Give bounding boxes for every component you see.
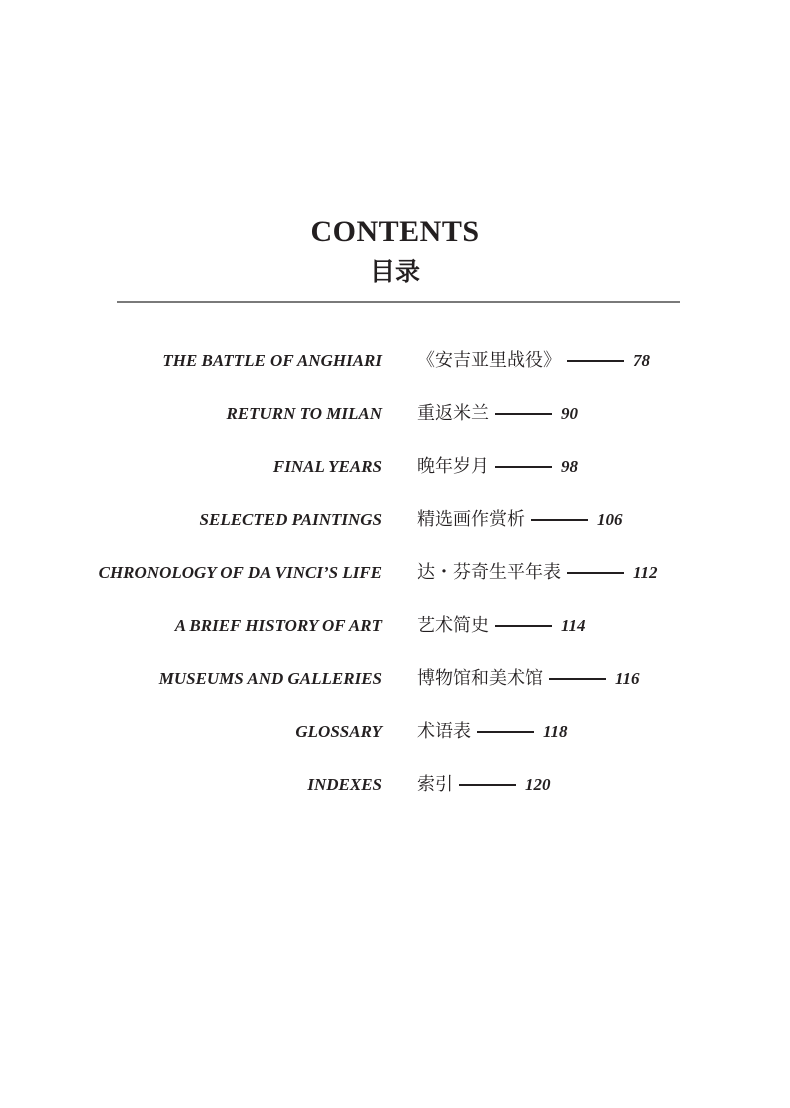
- toc-entry-title-zh: 达・芬奇生平年表: [417, 562, 561, 583]
- toc-entry-page-number: 78: [633, 351, 650, 370]
- toc-entry-title-en: RETURN TO MILAN: [226, 404, 382, 423]
- leader-line: [567, 360, 624, 362]
- leader-line: [495, 466, 552, 468]
- title-divider: [117, 301, 680, 303]
- toc-entry-title-zh: 晚年岁月: [417, 456, 489, 477]
- toc-entry-title-zh: 艺术简史: [417, 615, 489, 636]
- toc-entry-battle-of-anghiari[interactable]: [0, 346, 790, 399]
- toc-entry-chronology[interactable]: [0, 558, 790, 611]
- toc-entry-title-en: SELECTED PAINTINGS: [199, 510, 382, 529]
- toc-entry-title-zh: 重返米兰: [417, 403, 489, 424]
- toc-entry-title-en: THE BATTLE OF ANGHIARI: [162, 351, 382, 370]
- toc-entry-museums-and-galleries[interactable]: [0, 664, 790, 717]
- leader-line: [477, 731, 534, 733]
- toc-entry-title-en: A BRIEF HISTORY OF ART: [174, 616, 382, 635]
- toc-entry-title-zh: 术语表: [417, 721, 471, 742]
- leader-line: [531, 519, 588, 521]
- toc-entry-page-number: 120: [525, 775, 551, 794]
- toc-entry-page-number: 114: [561, 616, 586, 635]
- toc-entry-final-years[interactable]: [0, 452, 790, 505]
- toc-entry-title-zh: 精选画作赏析: [417, 509, 525, 530]
- toc-entry-page-number: 98: [561, 457, 578, 476]
- toc-entry-title-en: FINAL YEARS: [272, 457, 382, 476]
- leader-line: [495, 625, 552, 627]
- leader-line: [549, 678, 606, 680]
- toc-entry-return-to-milan[interactable]: [0, 399, 790, 452]
- toc-entry-page-number: 90: [561, 404, 578, 423]
- toc-entry-page-number: 106: [597, 510, 623, 529]
- leader-line: [459, 784, 516, 786]
- toc-entry-indexes[interactable]: [0, 770, 790, 823]
- toc-entry-page-number: 118: [543, 722, 568, 741]
- leader-line: [495, 413, 552, 415]
- toc-entry-title-zh: 《安吉亚里战役》: [417, 350, 561, 371]
- toc-entry-page-number: 112: [633, 563, 658, 582]
- toc-entry-selected-paintings[interactable]: [0, 505, 790, 558]
- leader-line: [567, 572, 624, 574]
- toc-entry-title-en: GLOSSARY: [295, 722, 382, 741]
- toc-entry-title-zh: 博物馆和美术馆: [417, 668, 543, 689]
- toc-entry-title-zh: 索引: [417, 774, 453, 795]
- toc-entry-brief-history-of-art[interactable]: [0, 611, 790, 664]
- toc-entry-title-en: INDEXES: [307, 775, 382, 794]
- contents-title-en: CONTENTS: [310, 215, 480, 248]
- toc-entry-title-en: MUSEUMS AND GALLERIES: [158, 669, 382, 688]
- contents-title-zh: 目录: [369, 257, 420, 286]
- toc-list: [0, 346, 790, 823]
- toc-entry-glossary[interactable]: [0, 717, 790, 770]
- toc-entry-page-number: 116: [615, 669, 640, 688]
- toc-entry-title-en: CHRONOLOGY OF DA VINCI’S LIFE: [98, 563, 382, 582]
